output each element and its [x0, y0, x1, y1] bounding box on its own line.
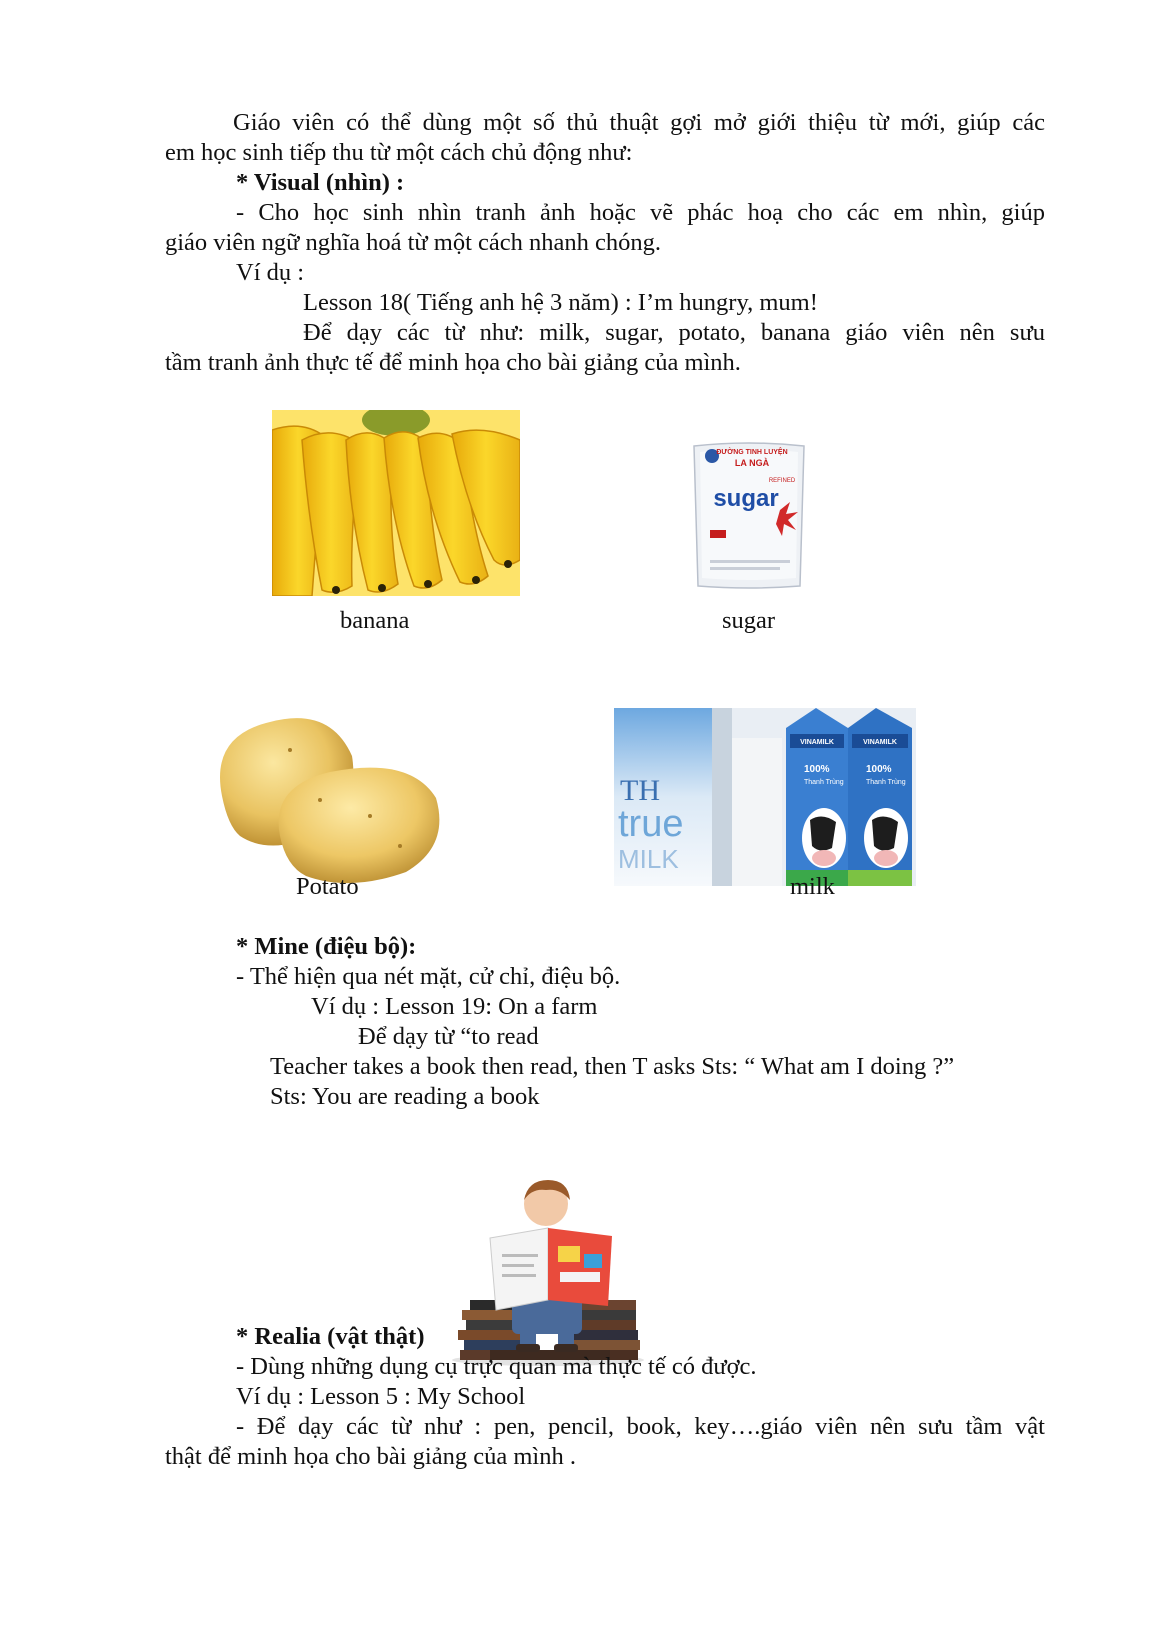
vinamilk-sub-left: Thanh Trùng — [804, 779, 844, 786]
milk-caption: milk — [790, 873, 835, 900]
banana-caption: banana — [340, 607, 410, 634]
milk-true-text: true — [618, 803, 684, 845]
mime-dialog-1: Teacher takes a book then read, then T asks Sts: “ What am I doing ?” — [270, 1053, 955, 1080]
vinamilk-brand-right: VINAMILK — [863, 739, 897, 746]
sugar-image — [690, 440, 808, 590]
vinamilk-pct-left: 100% — [804, 764, 830, 775]
banana-image — [272, 410, 520, 596]
realia-heading: * Realia (vật thật) — [236, 1323, 425, 1350]
visual-desc-line-1: - Cho học sinh nhìn tranh ảnh hoặc vẽ phác hoạ cho các em nhìn, giúp — [236, 199, 1045, 226]
realia-teach-line-2: thật để minh họa cho bài giảng của mình . — [165, 1443, 576, 1470]
milk-milk-text: MILK — [618, 844, 679, 874]
realia-example: Ví dụ : Lesson 5 : My School — [236, 1383, 526, 1410]
intro-line-2: em học sinh tiếp thu từ một cách chủ động như: — [165, 139, 633, 166]
milk-image — [614, 708, 916, 886]
realia-teach-line-1: - Để dạy các từ như : pen, pencil, book, key….giáo viên nên sưu tầm vật — [236, 1413, 1045, 1440]
sugar-pack-origin: LA NGÀ — [734, 458, 770, 468]
realia-desc: - Dùng những dụng cụ trực quan mà thực tế có được. — [236, 1353, 757, 1380]
sugar-pack-word: sugar — [713, 485, 779, 512]
visual-teach-line-1: Để dạy các từ như: milk, sugar, potato, banana giáo viên nên sưu — [303, 319, 1045, 346]
mime-dialog-2: Sts: You are reading a book — [270, 1083, 540, 1110]
vinamilk-sub-right: Thanh Trùng — [866, 779, 906, 786]
sugar-caption: sugar — [722, 607, 776, 634]
visual-lesson: Lesson 18( Tiếng anh hệ 3 năm) : I’m hungry, mum! — [303, 289, 818, 316]
intro-line-1: Giáo viên có thể dùng một số thủ thuật gợi mở giới thiệu từ mới, giúp các — [233, 109, 1045, 136]
visual-teach-line-2: tầm tranh ảnh thực tế để minh họa cho bài giảng của mình. — [165, 349, 741, 376]
reading-child-image — [450, 1174, 646, 1366]
vinamilk-brand-left: VINAMILK — [800, 739, 834, 746]
milk-th-text: TH — [620, 774, 660, 807]
visual-example-label: Ví dụ : — [236, 259, 305, 286]
mime-heading: * Mine (điệu bộ): — [236, 933, 417, 960]
mime-example: Ví dụ : Lesson 19: On a farm — [311, 993, 598, 1020]
sugar-pack-refined: REFINED — [768, 478, 796, 484]
potato-image — [210, 706, 450, 888]
visual-heading: * Visual (nhìn) : — [236, 169, 405, 196]
mime-teach: Để dạy từ “to read — [358, 1023, 539, 1050]
sugar-pack-brand: ĐƯỜNG TINH LUYỆN — [716, 449, 788, 456]
potato-caption: Potato — [296, 873, 359, 900]
visual-desc-line-2: giáo viên ngữ nghĩa hoá từ một cách nhanh chóng. — [165, 229, 662, 256]
mime-desc: - Thể hiện qua nét mặt, cử chỉ, điệu bộ. — [236, 963, 621, 990]
vinamilk-pct-right: 100% — [866, 764, 892, 775]
